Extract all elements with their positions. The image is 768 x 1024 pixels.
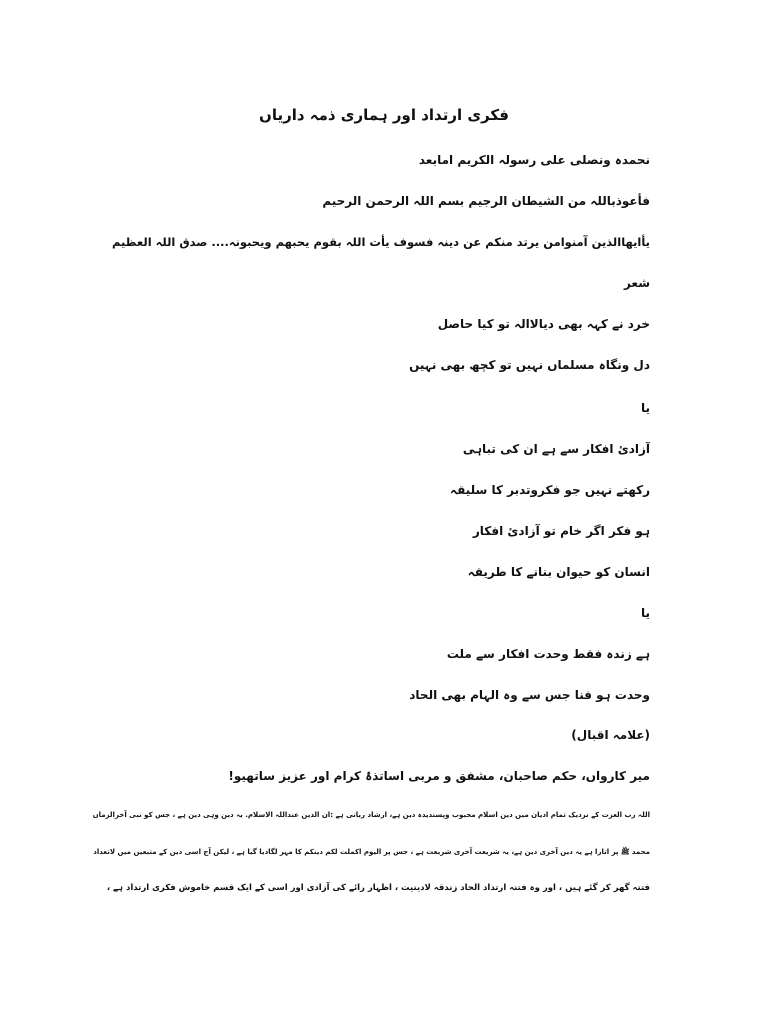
poem-separator: یا xyxy=(640,606,650,620)
poem-line: آزادئ افکار سے ہے ان کی تباہی xyxy=(462,442,650,456)
poem-line: انسان کو حیوان بنانے کا طریقہ xyxy=(467,565,650,579)
poem-separator: یا xyxy=(640,401,650,415)
poem-line: دل ونگاہ مسلماں نہیں تو کچھ بھی نہیں xyxy=(409,358,650,372)
body-paragraph-line: محمد ﷺ پر اتارا ہے یہ دین آخری دین ہے، یہ شریعت آخری شریعت ہے ، جس پر الیوم اکملت لکم دینکم کا مہر لگادیا گیا ہے ، لیکن آج اسی دین کے متبعین میں لاتعداد xyxy=(93,848,650,856)
poem-line: ہے زندہ فقط وحدت افکار سے ملت xyxy=(446,647,650,661)
body-paragraph-line: اللہ رب العزت کے نزدیک تمام ادیان میں دین اسلام محبوب وپسندیدہ دین ہے، ارشاد ربانی ہے :ان الدین عنداللہ الاسلام. یہ دین وہی دین ہے ، جس کو نبی آخرالزماں xyxy=(92,811,650,819)
poem-line: خرد نے کہہ بھی دیالاالہ تو کیا حاصل xyxy=(437,317,650,331)
audience-address: میر کارواں، حکم صاحبان، مشفق و مربی اساتذۂ کرام اور عزیز ساتھیو! xyxy=(228,769,650,783)
taawwuz-basmala: فأعوذباللہ من الشیطان الرجیم بسم اللہ الرحمن الرحیم xyxy=(322,194,650,208)
poem-heading: شعر xyxy=(623,276,650,290)
poem-line: وحدت ہو فنا جس سے وہ الہام بھی الحاد xyxy=(409,688,650,702)
poem-line: رکھتے نہیں جو فکروتدبر کا سلیقہ xyxy=(450,483,650,497)
opening-praise: نحمدہ ونصلی علی رسولہ الکریم امابعد xyxy=(418,153,650,167)
body-paragraph-line: فتنہ گھر کر گئے ہیں ، اور وہ فتنہ ارتداد الحاد زندقہ لادینیت ، اظہار رائے کی آزادی اور اسی کے ایک قسم خاموش فکری ارتداد ہے ، xyxy=(106,883,650,893)
poem-line: ہو فکر اگر خام تو آزادئ افکار xyxy=(472,524,650,538)
quran-verse: یأایھاالذین آمنوامن یرتد منکم عن دینہ فسوف یأت اللہ بقوم یحبھم ویحبونہ.... صدق اللہ العظیم xyxy=(111,235,650,249)
poem-attribution: (علامہ اقبال) xyxy=(571,728,650,742)
page-title: فکری ارتداد اور ہماری ذمہ داریاں xyxy=(259,106,509,124)
